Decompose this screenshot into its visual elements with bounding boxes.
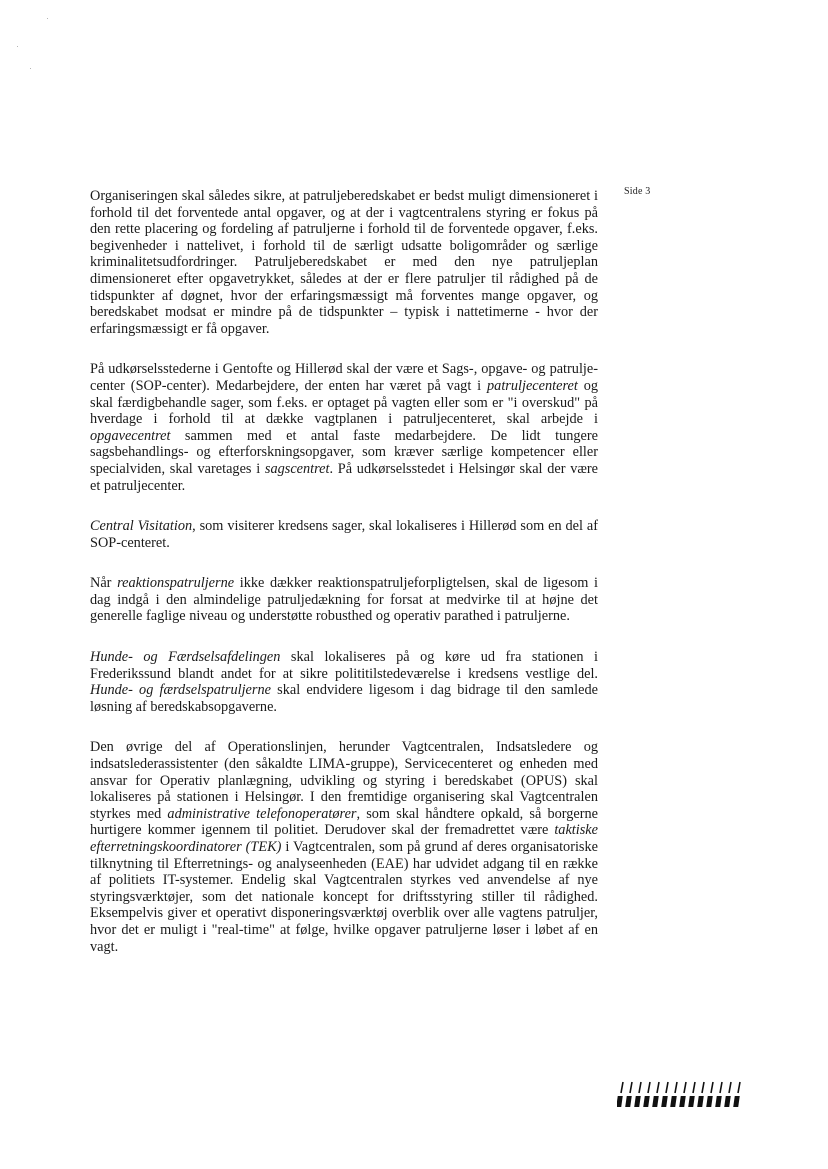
italic-run: Hunde- og færdselspatruljerne bbox=[90, 682, 271, 699]
text-run: i Vagtcentralen, som på grund af deres organisatoriske tilknytning til Efterretnings- og analyseenheden (EAE) har udvidet adgang til en række af politiets IT-systemer. Endelig skal Vagtcentralen styrkes ved anvendelse af nye styringsværktøjer, som det nationale koncept for driftsstyring stiller til rådighed. Eksempelvis giver et operativt disponeringsværktøj overblik over alle vagtens patruljer, hvor det er muligt i "real-time" at følge, hvilke opgaver patruljerne løser i løbet af en vagt. bbox=[90, 839, 598, 955]
barcode-block bbox=[652, 1096, 659, 1107]
italic-run: taktiske efterretningskoordinatorer (TEK) bbox=[90, 822, 598, 855]
barcode-mark bbox=[617, 1080, 747, 1110]
barcode-block bbox=[697, 1096, 704, 1107]
page-number: Side 3 bbox=[624, 186, 651, 197]
barcode-block bbox=[643, 1096, 650, 1107]
italic-run: administrative telefonoperatører bbox=[167, 805, 357, 822]
barcode-stroke bbox=[684, 1082, 686, 1093]
barcode-block bbox=[634, 1096, 641, 1107]
barcode-stroke bbox=[666, 1082, 668, 1093]
barcode-block bbox=[661, 1096, 668, 1107]
scan-speck bbox=[30, 68, 31, 69]
paragraph bbox=[90, 739, 598, 955]
text-run: På udkørselsstederne i Gentofte og Hillerød skal der være et Sags-, opgave- og patrulje-center (SOP-center). Medarbejdere, der enten har været på vagt i bbox=[90, 361, 598, 394]
body-text bbox=[90, 188, 598, 979]
scan-speck bbox=[17, 46, 18, 47]
barcode-block bbox=[625, 1096, 632, 1107]
paragraph bbox=[90, 575, 598, 625]
barcode-stroke bbox=[693, 1082, 695, 1093]
text-run: . På udkørselsstedet i Helsingør skal der være et patruljecenter. bbox=[90, 460, 598, 494]
barcode-block bbox=[733, 1096, 740, 1107]
text-run: , som visiterer kredsens sager, skal lokaliseres i Hillerød som en del af SOP-centeret. bbox=[90, 518, 598, 551]
text-run: Den øvrige del af Operationslinjen, herunder Vagtcentralen, Indsatsledere og indsatslederassistenter (den såkaldte LIMA-gruppe), Servicecenteret og enheden med ansvar for Operativ planlægning, udvikling og styring i beredskabet (OPUS) skal lokaliseres på stationen i Helsingør. I den fremtidige organisering skal Vagtcentralen styrkes med bbox=[90, 739, 598, 822]
scan-speck bbox=[47, 18, 48, 19]
text-run: , som skal håndtere opkald, så borgerne hurtigere kommer igennem til politiet. Derudover skal der fremadrettet være bbox=[90, 805, 598, 839]
italic-run: Hunde- og Færdselsafdelingen bbox=[90, 649, 281, 666]
italic-run: Central Visitation bbox=[90, 518, 193, 535]
italic-run: sagscentret bbox=[264, 460, 330, 477]
barcode-stroke bbox=[720, 1082, 722, 1093]
paragraph bbox=[90, 649, 598, 715]
barcode-block bbox=[724, 1096, 731, 1107]
barcode-stroke bbox=[702, 1082, 704, 1093]
paragraph bbox=[90, 361, 598, 494]
barcode-stroke bbox=[648, 1082, 650, 1093]
barcode-block bbox=[670, 1096, 677, 1107]
barcode-stroke bbox=[729, 1082, 731, 1093]
italic-run: reaktionspatruljerne bbox=[117, 575, 235, 592]
barcode-block bbox=[679, 1096, 686, 1107]
text-run: skal lokaliseres på og køre ud fra stationen i Frederikssund blandt andet for at sikre polititilstedeværelse i kredsens vestlige del. bbox=[90, 649, 598, 682]
italic-run: opgavecentret bbox=[90, 427, 171, 444]
text-run: og skal færdigbehandle sager, som f.eks. er optaget på vagten eller som er "i overskud" på hverdage i forhold til at dække vagtplanen i patruljecenteret, skal arbejde i bbox=[90, 377, 598, 428]
barcode-block bbox=[715, 1096, 722, 1107]
barcode-block bbox=[706, 1096, 713, 1107]
text-run: skal endvidere ligesom i dag bidrage til den samlede løsning af beredskabsopgaverne. bbox=[90, 682, 598, 715]
barcode-stroke bbox=[738, 1082, 740, 1093]
text-run: sammen med et antal faste medarbejdere. De lidt tungere sagsbehandlings- og efterforskningsopgaver, som kræver særlige kompetencer eller specialviden, skal varetages i bbox=[90, 427, 598, 477]
barcode-stroke bbox=[621, 1082, 623, 1093]
text-run: ikke dækker reaktionspatruljeforpligtelsen, skal de ligesom i dag indgå i den almindelige patruljedækning for forsat at medvirke til at højne det generelle faglige niveau og understøtte robusthed og operativ parathed i patruljerne. bbox=[90, 575, 598, 625]
barcode-stroke bbox=[639, 1082, 641, 1093]
barcode-block bbox=[688, 1096, 695, 1107]
barcode-stroke bbox=[657, 1082, 659, 1093]
barcode-stroke bbox=[630, 1082, 632, 1093]
barcode-stroke bbox=[675, 1082, 677, 1093]
paragraph bbox=[90, 188, 598, 337]
barcode-stroke bbox=[711, 1082, 713, 1093]
barcode-block bbox=[617, 1096, 623, 1107]
text-run: Når bbox=[90, 575, 118, 592]
paragraph bbox=[90, 518, 598, 551]
italic-run: patruljecenteret bbox=[487, 377, 578, 394]
text-run: Organiseringen skal således sikre, at patruljeberedskabet er bedst muligt dimensioneret i forhold til det forventede antal opgaver, og at der i vagtcentralens styring er fokus på den rette placering og fordeling af patruljerne i forhold til de forventede opgaver, f.eks. begivenheder i nattelivet, i forhold til de særligt udsatte boligområder og særlige kriminalitetsudfordringer. Patruljeberedskabet er med den nye patruljeplan dimensioneret efter opgavetrykket, således at der er flere patruljer til rådighed på de tidspunkter af døgnet, hvor der erfaringsmæssigt må forventes mange opgaver, og beredskabet modsat er mindre på de tidspunkter – typisk i nattetimerne - hvor der erfaringsmæssigt er få opgaver. bbox=[90, 188, 598, 337]
